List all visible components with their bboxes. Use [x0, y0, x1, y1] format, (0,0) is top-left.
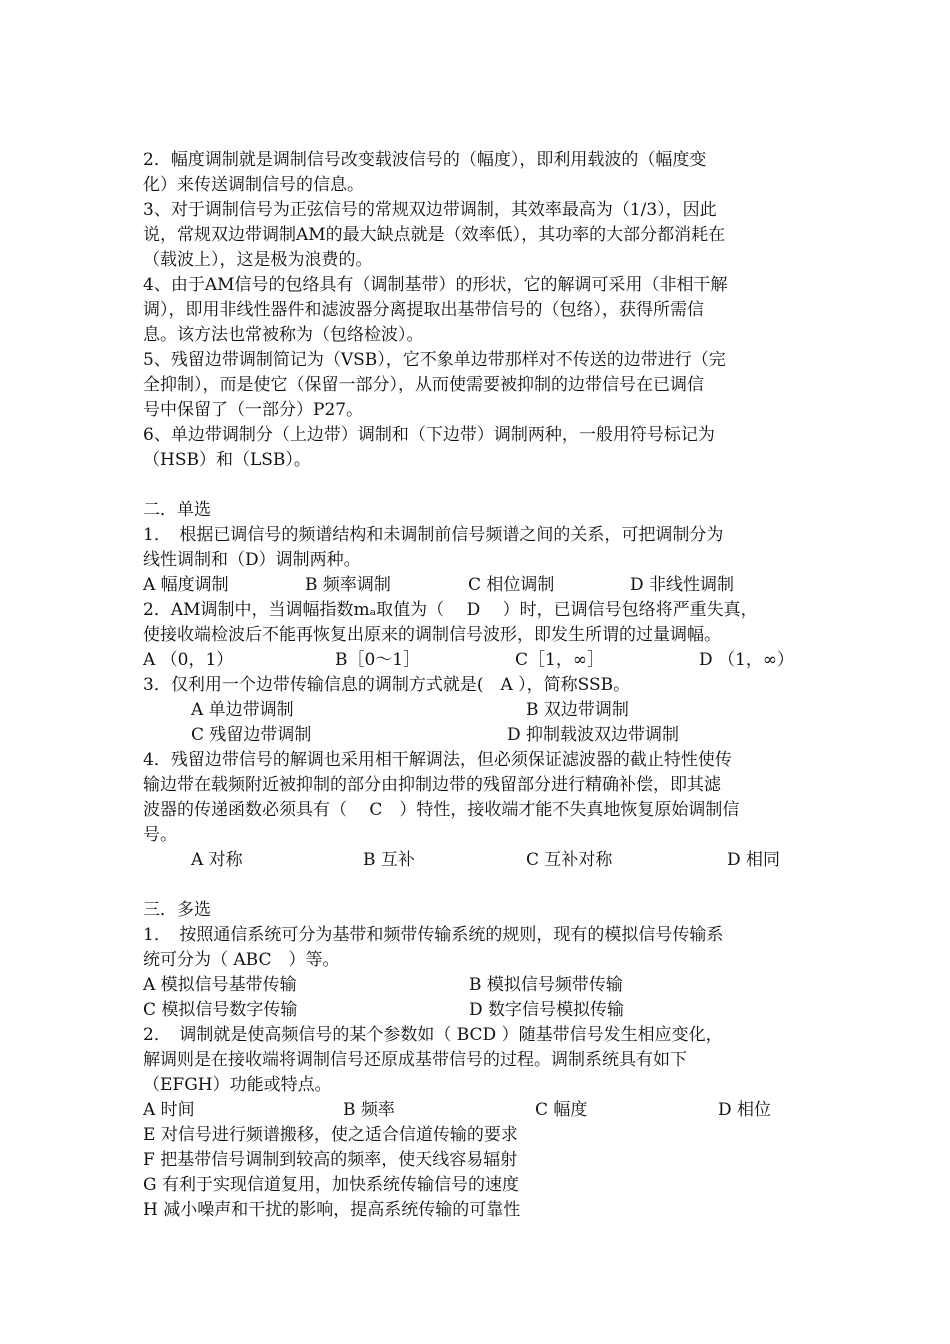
option-b: B 频率: [343, 1100, 395, 1120]
option-a: A 单边带调制: [191, 700, 294, 720]
option-c: C 残留边带调制: [191, 725, 312, 745]
option-c: C［1，∞］: [515, 650, 604, 670]
text-line: 5、残留边带调制简记为（VSB），它不象单边带那样对不传送的边带进行（完: [143, 350, 726, 370]
option-d: D （1，∞）: [699, 650, 795, 670]
question-line: 2． 调制就是使高频信号的某个参数如（ BCD ）随基带信号发生相应变化，: [143, 1025, 723, 1045]
single-question-2: [143, 598, 811, 673]
option-a: A 幅度调制: [143, 575, 229, 595]
text-line: 2．幅度调制就是调制信号改变载波信号的（幅度），即利用载波的（幅度变: [143, 150, 707, 170]
document-content: [143, 148, 811, 1223]
options-row: [143, 848, 811, 873]
option-b: B 互补: [363, 850, 415, 870]
text-line: （HSB）和（LSB）。: [143, 450, 311, 470]
question-line: 号。: [143, 825, 177, 845]
question-line: 统可分为（ ABC ）等。: [143, 950, 340, 970]
option-h: H 减小噪声和干扰的影响，提高系统传输的可靠性: [143, 1200, 521, 1220]
option-d: D 抑制载波双边带调制: [507, 725, 680, 745]
options-row: [143, 648, 811, 673]
options-row: [143, 573, 811, 598]
blank-line: [143, 873, 811, 898]
text-line: 息。该方法也常被称为（包络检波）。: [143, 325, 424, 345]
multi-question-1: [143, 923, 811, 1023]
text-line: 6、单边带调制分（上边带）调制和（下边带）调制两种，一般用符号标记为: [143, 425, 715, 445]
options-row: [143, 973, 811, 998]
option-a: A 时间: [143, 1100, 195, 1120]
option-a: A 模拟信号基带传输: [143, 975, 297, 995]
question-line: 4．残留边带信号的解调也采用相干解调法，但必须保证滤波器的截止特性使传: [143, 750, 732, 770]
multi-question-2: [143, 1023, 811, 1223]
question-line: 解调则是在接收端将调制信号还原成基带信号的过程。调制系统具有如下: [143, 1050, 687, 1070]
text-line: 全抑制），而是使它（保留一部分），从而使需要被抑制的边带信号在已调信: [143, 375, 704, 395]
question-line: 波器的传递函数必须具有（ C ）特性，接收端才能不失真地恢复原始调制信: [143, 800, 740, 820]
options-row: [143, 723, 811, 748]
option-b: B 模拟信号频带传输: [469, 975, 623, 995]
section-heading-single: 二．单选: [143, 500, 211, 520]
option-d: D 相位: [718, 1100, 772, 1120]
question-line: 1． 根据已调信号的频谱结构和未调制前信号频谱之间的关系，可把调制分为: [143, 525, 724, 545]
fill-in-item-3: [143, 198, 811, 273]
text-line: 化）来传送调制信号的信息。: [143, 175, 364, 195]
question-line: 线性调制和（D）调制两种。: [143, 550, 361, 570]
question-line: 2．AM调制中，当调幅指数mₐ取值为（ D ）时，已调信号包络将严重失真，: [143, 600, 758, 620]
option-c: C 模拟信号数字传输: [143, 1000, 298, 1020]
question-line: （EFGH）功能或特点。: [143, 1075, 332, 1095]
option-c: C 幅度: [535, 1100, 588, 1120]
option-a: A 对称: [191, 850, 243, 870]
question-line: 3．仅利用一个边带传输信息的调制方式就是( A ），简称SSB。: [143, 675, 631, 695]
blank-line: [143, 473, 811, 498]
section-heading-multi: 三．多选: [143, 900, 211, 920]
option-d: D 数字信号模拟传输: [469, 1000, 625, 1020]
option-a: A （0，1）: [143, 650, 234, 670]
single-question-3: [143, 673, 811, 748]
option-b: B 双边带调制: [526, 700, 629, 720]
option-d: D 非线性调制: [630, 575, 735, 595]
option-f: F 把基带信号调制到较高的频率，使天线容易辐射: [143, 1150, 518, 1170]
fill-in-item-6: [143, 423, 811, 473]
fill-in-item-2: [143, 148, 811, 198]
option-g: G 有利于实现信道复用，加快系统传输信号的速度: [143, 1175, 519, 1195]
text-line: 说，常规双边带调制AM的最大缺点就是（效率低），其功率的大部分都消耗在: [143, 225, 726, 245]
option-c: C 互补对称: [526, 850, 613, 870]
fill-in-item-5: [143, 348, 811, 423]
options-row: [143, 698, 811, 723]
options-row: [143, 998, 811, 1023]
question-line: 1． 按照通信系统可分为基带和频带传输系统的规则，现有的模拟信号传输系: [143, 925, 724, 945]
single-question-4: [143, 748, 811, 873]
question-line: 输边带在载频附近被抑制的部分由抑制边带的残留部分进行精确补偿，即其滤: [143, 775, 721, 795]
fill-in-item-4: [143, 273, 811, 348]
text-line: 4、由于AM信号的包络具有（调制基带）的形状，它的解调可采用（非相干解: [143, 275, 728, 295]
option-c: C 相位调制: [468, 575, 555, 595]
text-line: 调），即用非线性器件和滤波器分离提取出基带信号的（包络），获得所需信: [143, 300, 704, 320]
option-b: B［0～1］: [335, 650, 421, 670]
option-b: B 频率调制: [305, 575, 391, 595]
option-e: E 对信号进行频谱搬移，使之适合信道传输的要求: [143, 1125, 518, 1145]
text-line: 号中保留了（一部分）P27。: [143, 400, 364, 420]
text-line: （载波上），这是极为浪费的。: [143, 250, 373, 270]
options-row: [143, 1098, 811, 1123]
single-question-1: [143, 523, 811, 598]
question-line: 使接收端检波后不能再恢复出原来的调制信号波形，即发生所谓的过量调幅。: [143, 625, 721, 645]
option-d: D 相同: [727, 850, 781, 870]
text-line: 3、对于调制信号为正弦信号的常规双边带调制，其效率最高为（1/3），因此: [143, 200, 717, 220]
